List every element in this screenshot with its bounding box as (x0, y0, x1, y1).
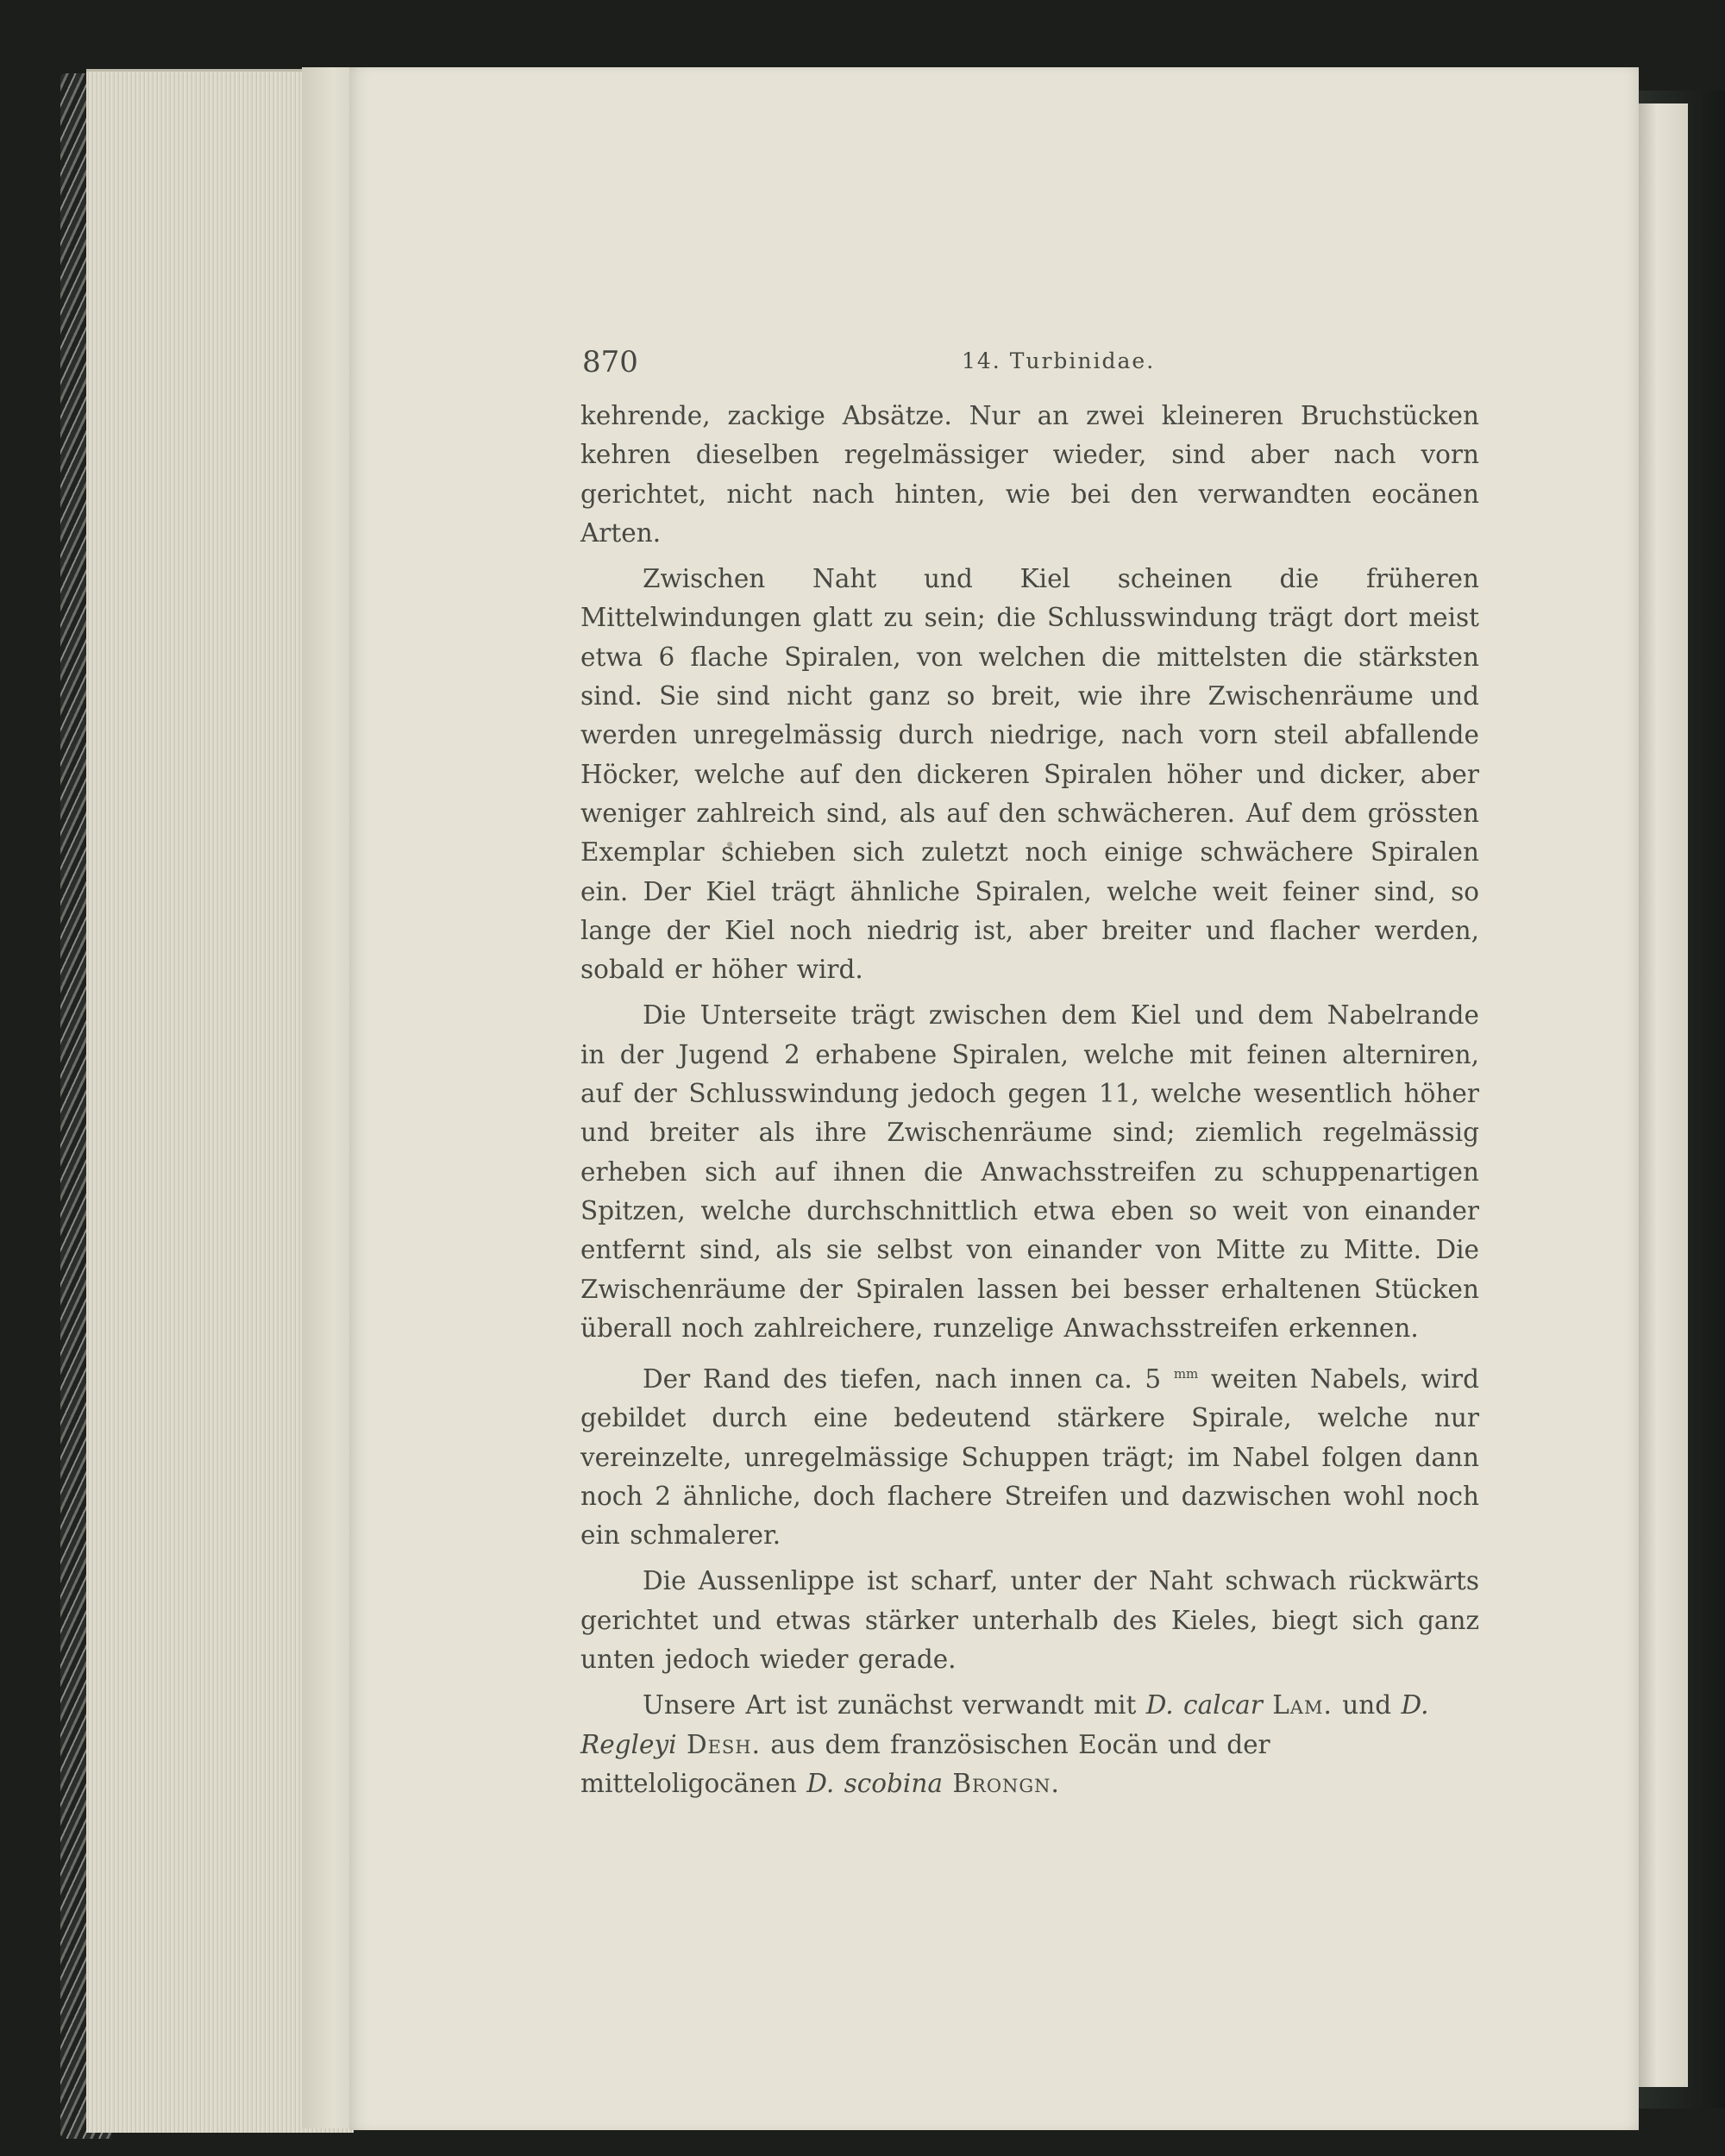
species-name: D. calcar (1145, 1690, 1263, 1720)
author-name: Lam. (1272, 1690, 1333, 1720)
author-name: Desh. (686, 1729, 761, 1759)
species-name: D. Regleyi (580, 1690, 1429, 1759)
species-name: D. scobina (806, 1768, 943, 1798)
paragraph-6 (580, 1686, 1479, 1803)
paragraph-3: Die Unterseite trägt zwischen dem Kiel und dem Nabelrande in der Jugend 2 erhabene Spiralen, welche mit feinen alterniren, auf der Schlusswindung jedoch gegen 11, welche wesentlich höher und breiter als ihre Zwischenräume sind; ziemlich regelmässig erheben sich auf ihnen die Anwachsstreifen zu schuppenartigen Spitzen, welche durchschnittlich etwa eben so weit von einander entfernt sind, als sie selbst von einander von Mitte zu Mitte. Die Zwischenräume der Spiralen lassen bei besser erhaltenen Stücken überall noch zahlreichere, runzelige Anwachsstreifen erkennen. (580, 1000, 1479, 1343)
paragraph-1: kehrende, zackige Absätze. Nur an zwei kleineren Bruchstücken kehren dieselben regelmässiger wieder, sind aber nach vorn gerichtet, nicht nach hinten, wie bei den verwandten eocänen Arten. (580, 401, 1479, 548)
unit-mm: mm (1173, 1366, 1199, 1382)
facing-page-edge (1634, 103, 1688, 2087)
paragraph-2: Zwischen Naht und Kiel scheinen die früheren Mittelwindungen glatt zu sein; die Schlusswindung trägt dort meist etwa 6 flache Spiralen, von welchen die mittelsten die stärksten sind. Sie sind nicht ganz so breit, wie ihre Zwischenräume und werden unregelmässig durch niedrige, nach vorn steil abfallende Höcker, welche auf den dickeren Spiralen höher und dicker, aber weniger zahlreich sind, als auf den schwächeren. Auf dem grössten Exemplar schieben sich zuletzt noch einige schwächere Spiralen ein. Der Kiel trägt ähnliche Spiralen, welche weit feiner sind, so lange der Kiel noch niedrig ist, aber breiter und flacher werden, sobald er höher wird. (580, 564, 1479, 985)
p6-text-2: und (1342, 1690, 1392, 1720)
p6-text-1: Unsere Art ist zunächst verwandt mit (643, 1690, 1137, 1720)
paragraph-4-text-b: weiten Nabels, wird gebildet durch eine bedeutend stärkere Spirale, welche nur vereinzelte, unregelmässige Schuppen trägt; im Nabel folgen dann noch 2 ähnliche, doch flachere Streifen und dazwischen wohl noch ein schmalerer. (580, 1363, 1479, 1551)
page-number: 870 (582, 345, 638, 379)
p6-text-3: aus dem französischen Eocän und der mitteloligocänen (580, 1729, 1270, 1798)
book-gutter (302, 67, 354, 2128)
author-name: Brongn. (952, 1768, 1060, 1798)
paragraph-5: Die Aussenlippe ist scharf, unter der Naht schwach rückwärts gerichtet und etwas stärker unterhalb des Kieles, biegt sich ganz unten jedoch wieder gerade. (580, 1566, 1479, 1675)
page-text-block (580, 345, 1479, 1810)
paragraph-4-text-a: Der Rand des tiefen, nach innen ca. 5 (643, 1363, 1162, 1394)
paragraph-4 (580, 1355, 1479, 1555)
running-head (580, 345, 1479, 397)
running-title: 14. Turbinidae. (962, 348, 1156, 373)
